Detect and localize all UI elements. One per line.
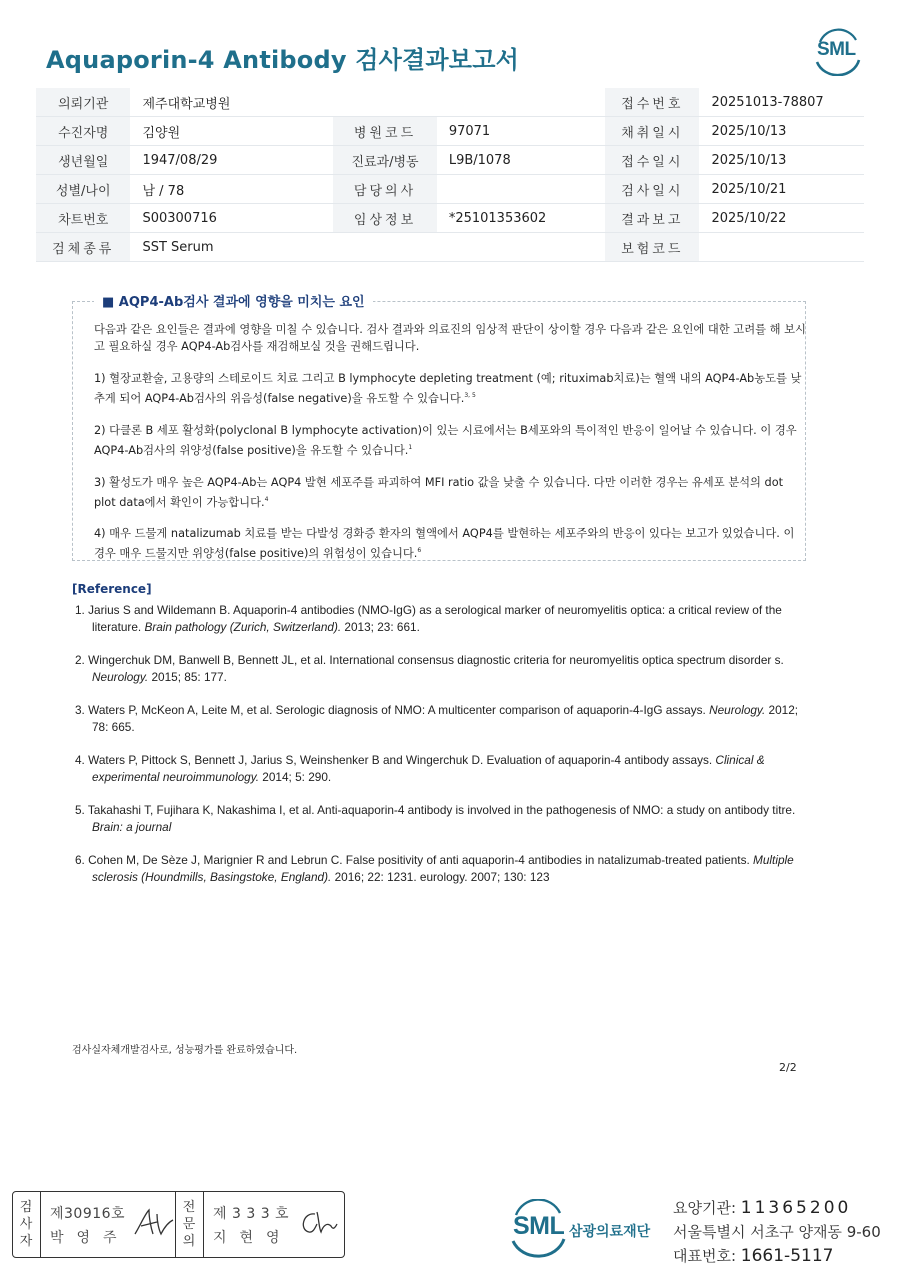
report-title: Aquaporin-4 Antibody 검사결과보고서	[46, 46, 519, 74]
label-sex-age: 성별/나이	[36, 175, 130, 204]
reference-item: 3. Waters P, McKeon A, Leite M, et al. Serologic diagnosis of NMO: A multicenter comparison of aquaporin-4-IgG assays. Neurology. 2012; 78: 665.	[75, 703, 799, 734]
logo-text: SML	[817, 39, 856, 60]
signature-box	[12, 1191, 345, 1258]
label-chart-no: 차트번호	[36, 204, 130, 233]
value-accession-no: 20251013-78807	[699, 88, 864, 117]
empty-cell	[437, 88, 605, 117]
org-logo	[510, 1199, 660, 1259]
phone-label: 대표번호:	[673, 1247, 741, 1265]
reference-item: 2. Wingerchuk DM, Banwell B, Bennett JL, et al. International consensus diagnostic criteria for neuromyelitis optica spectrum disorder s. Neurology. 2015; 85: 177.	[75, 653, 784, 684]
label-patient-name: 수진자명	[36, 117, 130, 146]
label-clinical-info: 임상정보	[333, 204, 437, 233]
label-department: 진료과/병동	[333, 146, 437, 175]
institution-code-label: 요양기관:	[673, 1199, 741, 1217]
sml-logo	[812, 28, 864, 76]
page-number: 2/2	[779, 1061, 797, 1074]
phone-number: 1661-5117	[740, 1246, 834, 1266]
factor-item: 2) 다클론 B 세포 활성화(polyclonal B lymphocyte activation)이 있는 시료에서는 B세포와의 특이적인 반응이 일어날 수 있습니다. 이 경우 AQP4-Ab검사의 위양성(false positive)을 유도할 수 있습니다.$^1$	[94, 423, 797, 457]
info-row	[36, 88, 864, 117]
factors-title: ■ AQP4-Ab검사 결과에 영향을 미치는 요인	[94, 291, 373, 310]
label-requesting-org: 의뢰기관	[36, 88, 130, 117]
tester-license-no: 제30916호	[50, 1206, 126, 1222]
value-chart-no: S00300716	[130, 204, 333, 233]
factors-body	[94, 321, 806, 577]
validation-note: 검사실자체개발검사로, 성능평가를 완료하였습니다.	[72, 1045, 298, 1056]
value-hospital-code: 97071	[437, 117, 605, 146]
label-received-date: 접수일시	[605, 146, 699, 175]
tester-name: 박영주	[50, 1230, 130, 1246]
label-birth-date: 생년월일	[36, 146, 130, 175]
logo-text: SML	[513, 1212, 565, 1240]
factors-intro: 다음과 같은 요인들은 결과에 영향을 미칠 수 있습니다. 검사 결과와 의료진의 임상적 판단이 상이할 경우 다음과 같은 요인에 대한 고려를 해 보시고 필요하실 경우 AQP4-Ab검사를 재검해보실 것을 권해드립니다.	[94, 323, 806, 353]
reference-title: [Reference]	[72, 582, 152, 596]
org-name: 삼광의료재단	[569, 1224, 651, 1240]
divider	[40, 1192, 41, 1257]
value-received-date: 2025/10/13	[699, 146, 864, 175]
reference-item: 1. Jarius S and Wildemann B. Aquaporin-4 antibodies (NMO-IgG) as a serological marker of neuromyelitis optica: a critical review of the literature. Brain pathology (Zurich, Switzerland). 2013; 23: 661.	[75, 603, 782, 634]
value-specimen: SST Serum	[130, 233, 333, 262]
reference-list	[75, 602, 815, 902]
value-insurance-code	[699, 233, 864, 262]
value-birth-date: 1947/08/29	[130, 146, 333, 175]
value-collection-date: 2025/10/13	[699, 117, 864, 146]
factor-item: 3) 활성도가 매우 높은 AQP4-Ab는 AQP4 발현 세포주를 파괴하여 MFI ratio 값을 낮출 수 있습니다. 다만 이러한 경우는 유세포 분석의 dot plot data에서 확인이 가능합니다.$^4$	[94, 475, 784, 509]
patient-info-table	[36, 88, 864, 262]
label-accession-no: 접수번호	[605, 88, 699, 117]
value-department: L9B/1078	[437, 146, 605, 175]
label-hospital-code: 병원코드	[333, 117, 437, 146]
label-physician: 담당의사	[333, 175, 437, 204]
specialist-name: 지현영	[213, 1230, 293, 1246]
value-requesting-org: 제주대학교병원	[130, 88, 333, 117]
empty-cell	[437, 233, 605, 262]
value-physician	[437, 175, 605, 204]
label-test-date: 검사일시	[605, 175, 699, 204]
info-row	[36, 233, 864, 262]
address: 서울특별시 서초구 양재동 9-60	[673, 1223, 881, 1241]
reference-item: 4. Waters P, Pittock S, Bennett J, Jarius S, Weinshenker B and Wingerchuk D. Evaluation of aquaporin-4 antibody assays. Clinical & experimental neuroimmunology. 2014; 5: 290.	[75, 753, 765, 784]
label-specimen: 검체종류	[36, 233, 130, 262]
specialist-label: 전 문 의	[182, 1200, 196, 1249]
label-report-date: 결과보고	[605, 204, 699, 233]
info-row	[36, 146, 864, 175]
factor-item: 1) 혈장교환술, 고용량의 스테로이드 치료 그리고 B lymphocyte depleting treatment (예; rituximab치료)는 혈액 내의 AQP4-Ab농도를 낮추게 되어 AQP4-Ab검사의 위음성(false negative)을 유도할 수 있습니다.$^{3, 5}$	[94, 372, 802, 405]
institution-code: 11365200	[740, 1198, 852, 1218]
value-report-date: 2025/10/22	[699, 204, 864, 233]
value-test-date: 2025/10/21	[699, 175, 864, 204]
value-patient-name: 김양원	[130, 117, 333, 146]
value-clinical-info: *25101353602	[437, 204, 605, 233]
empty-cell	[333, 233, 437, 262]
tester-label: 검 사 자	[19, 1200, 33, 1249]
tester-signature-icon	[131, 1206, 175, 1240]
label-insurance-code: 보험코드	[605, 233, 699, 262]
reference-item: 6. Cohen M, De Sèze J, Marignier R and Lebrun C. False positivity of anti aquaporin-4 antibodies in natalizumab-treated patients. Multiple sclerosis (Houndmills, Basingstoke, England). 2016; 22: 1231. eurology. 2007; 130: 123	[75, 853, 794, 884]
divider	[203, 1192, 204, 1257]
contact-info	[673, 1196, 881, 1268]
reference-item: 5. Takahashi T, Fujihara K, Nakashima I, et al. Anti-aquaporin-4 antibody is involved in the pathogenesis of NMO: a study on antibody titre. Brain: a journal	[75, 803, 796, 834]
info-row	[36, 117, 864, 146]
label-collection-date: 채취일시	[605, 117, 699, 146]
specialist-signature-icon	[295, 1206, 339, 1240]
info-row	[36, 204, 864, 233]
value-sex-age: 남 / 78	[130, 175, 333, 204]
info-row	[36, 175, 864, 204]
empty-cell	[333, 88, 437, 117]
factor-item: 4) 매우 드물게 natalizumab 치료를 받는 다발성 경화증 환자의 혈액에서 AQP4를 발현하는 세포주와의 반응이 있다는 보고가 있었습니다. 이 경우 매우 드물지만 위양성(false positive)의 위험성이 있습니다.$^6$	[94, 527, 795, 561]
specialist-license-no: 제 3 3 3 호	[213, 1206, 290, 1222]
